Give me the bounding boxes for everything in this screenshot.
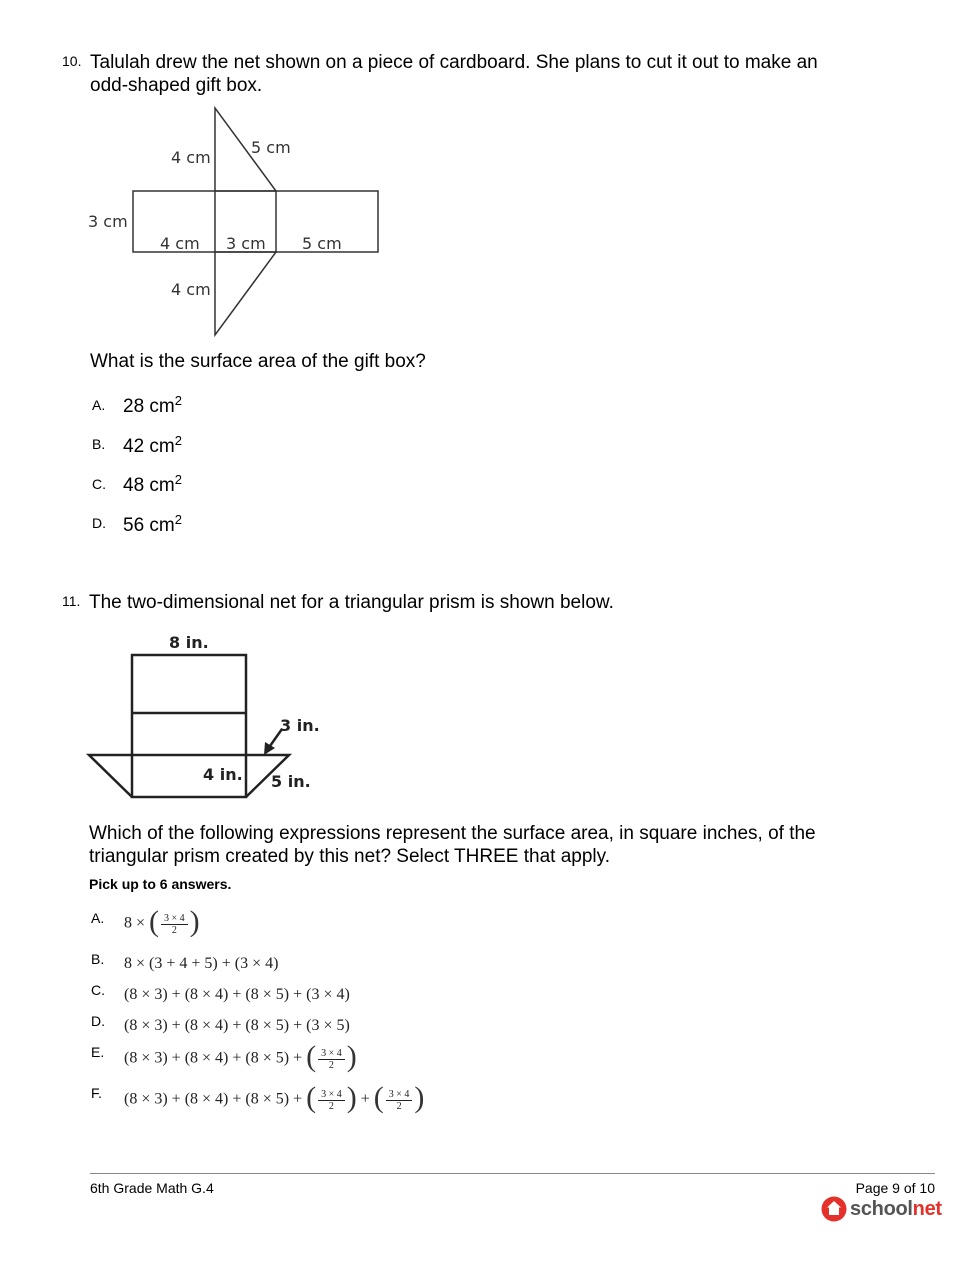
option-text: 48 $cm^2$ <box>123 472 182 496</box>
q10-label-top-hyp: 5 cm <box>251 138 291 157</box>
question-10-prompt: What is the surface area of the gift box? <box>90 351 426 372</box>
q10-label-mid-b: 3 cm <box>226 234 266 253</box>
option-letter: B. <box>91 951 105 967</box>
footer-divider <box>90 1173 935 1174</box>
option-expression: (8 × 3) + (8 × 4) + (8 × 5) + ( $\frac{3 \times 4}{2}$ ) + ( $\frac{3 \times 4}{2}$ ) <box>124 1081 425 1114</box>
option-text: 28 $cm^2$ <box>123 393 182 417</box>
q10-label-mid-c: 5 cm <box>302 234 342 253</box>
q11-label-base: 4 in. <box>203 765 243 784</box>
option-expression: (8 × 3) + (8 × 4) + (8 × 5) + (3 × 4) <box>124 986 350 1003</box>
answer-count-note: Pick up to 6 answers. <box>89 876 232 892</box>
question-10-text-line2: odd-shaped gift box. <box>90 75 263 96</box>
option-expression: (8 × 3) + (8 × 4) + (8 × 5) + (3 × 5) <box>124 1017 350 1034</box>
option-letter: D. <box>92 515 106 531</box>
question-11-prompt-line2: triangular prism created by this net? Select THREE that apply. <box>89 846 610 867</box>
q11-label-arrow: 3 in. <box>280 716 320 735</box>
q10-label-mid-a: 4 cm <box>160 234 200 253</box>
q10-label-bottom-left: 4 cm <box>171 280 211 299</box>
option-letter: B. <box>92 436 106 452</box>
footer-page-number: Page 9 of 10 <box>855 1180 935 1196</box>
option-letter: C. <box>92 476 106 492</box>
q10-label-top-left: 4 cm <box>171 148 211 167</box>
option-text: 56 $cm^2$ <box>123 512 182 536</box>
option-letter: A. <box>91 910 105 926</box>
option-expression: 8 × ( $\frac{3 \times 4}{2}$ ) <box>124 905 200 938</box>
option-letter: D. <box>91 1013 105 1029</box>
option-letter: F. <box>91 1085 102 1101</box>
footer-course: 6th Grade Math G.4 <box>90 1180 214 1196</box>
question-10-text-line1: Talulah drew the net shown on a piece of cardboard. She plans to cut it out to make an <box>90 52 818 73</box>
option-expression: 8 × (3 + 4 + 5) + (3 × 4) <box>124 955 279 972</box>
question-11-text: The two-dimensional net for a triangular prism is shown below. <box>89 592 614 613</box>
q10-net-figure <box>80 100 400 345</box>
question-11-prompt-line1: Which of the following expressions represent the surface area, in square inches, of the <box>89 823 816 844</box>
option-letter: C. <box>91 982 105 998</box>
question-10-text <box>90 51 818 97</box>
q10-net-bottom-triangle <box>215 252 276 335</box>
logo-text: schoolnet <box>850 1197 942 1220</box>
option-letter: E. <box>91 1044 105 1060</box>
option-text: 42 $cm^2$ <box>123 433 182 457</box>
house-icon <box>821 1196 847 1222</box>
q11-label-slant: 5 in. <box>271 772 311 791</box>
q10-label-left-side: 3 cm <box>88 212 128 231</box>
q11-net-figure <box>80 625 340 810</box>
option-expression: (8 × 3) + (8 × 4) + (8 × 5) + ( $\frac{3 \times 4}{2}$ ) <box>124 1040 357 1073</box>
question-11-prompt <box>89 822 816 868</box>
option-letter: A. <box>92 397 106 413</box>
q11-arrow-head <box>264 742 275 755</box>
schoolnet-logo <box>821 1196 942 1222</box>
q11-net-left-triangle <box>89 755 132 797</box>
question-10-number: 10. <box>62 53 82 69</box>
q11-label-top: 8 in. <box>169 633 209 652</box>
question-11-number: 11. <box>62 593 81 609</box>
